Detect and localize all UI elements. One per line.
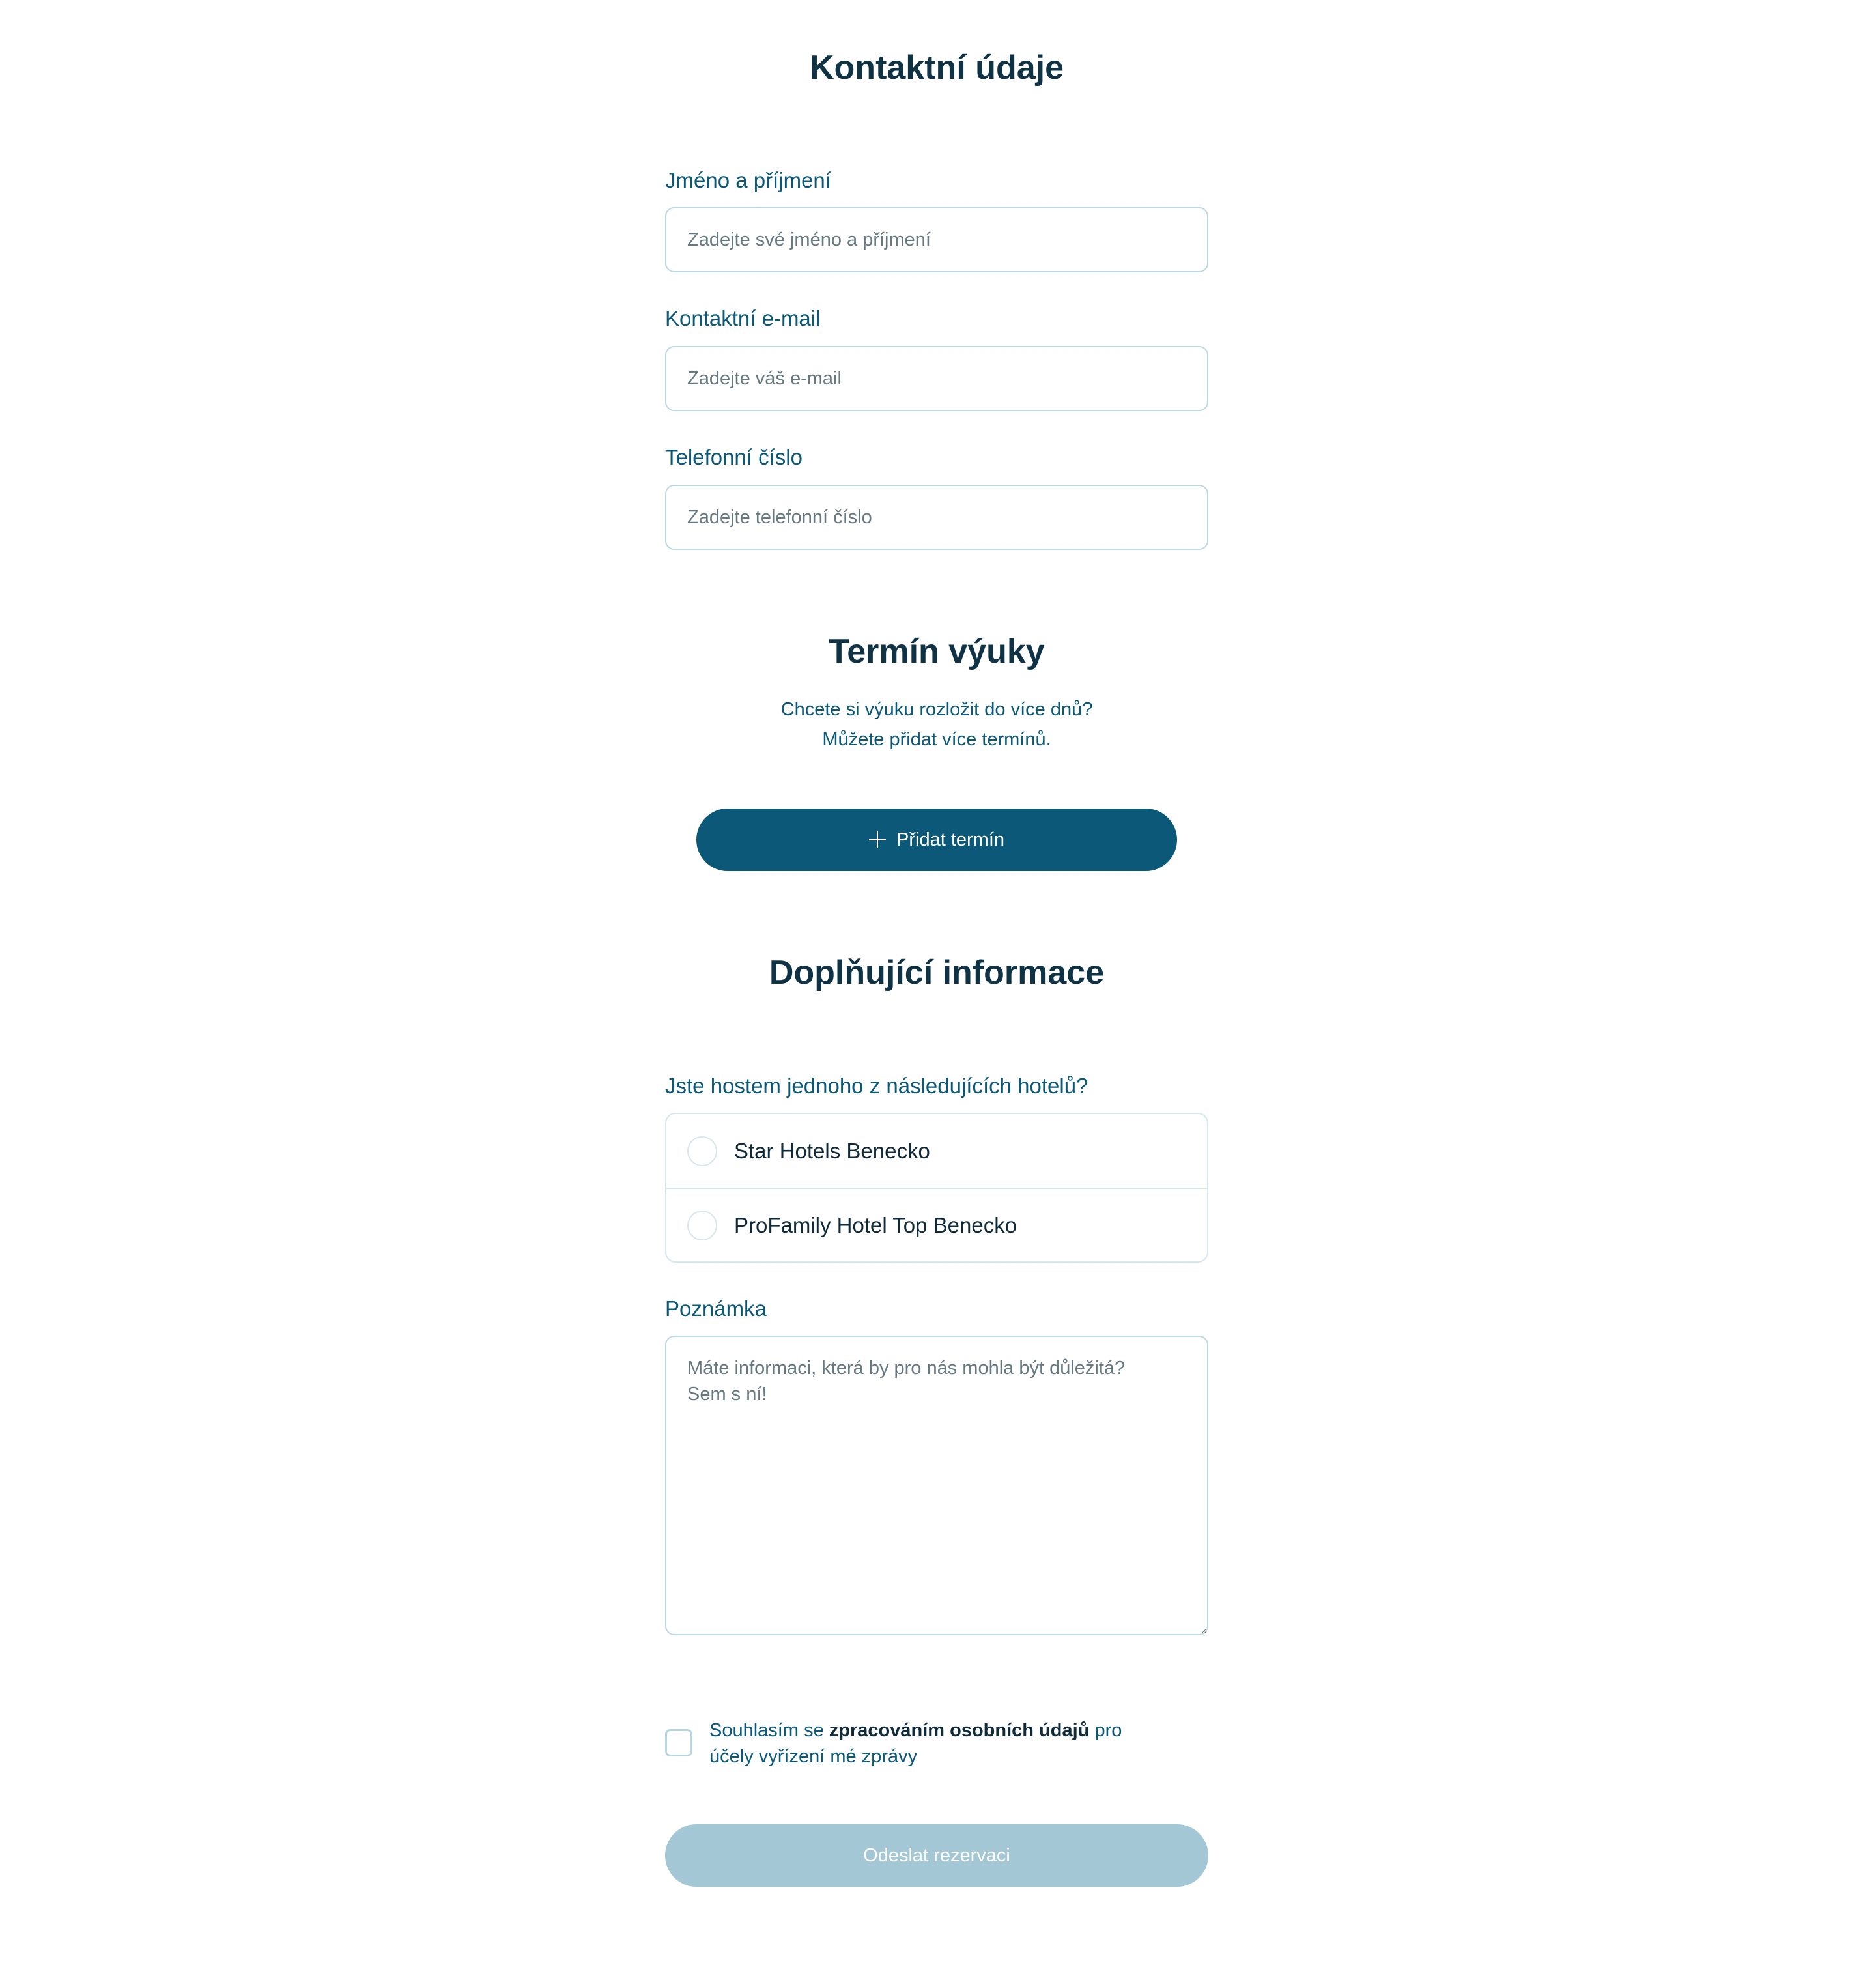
hotel-radio-group bbox=[665, 1113, 1208, 1263]
note-textarea[interactable] bbox=[665, 1336, 1208, 1635]
add-term-label: Přidat termín bbox=[896, 829, 1004, 850]
name-label: Jméno a příjmení bbox=[665, 168, 831, 192]
email-label: Kontaktní e-mail bbox=[665, 306, 821, 330]
submit-reservation-button[interactable]: Odeslat rezervaci bbox=[665, 1824, 1208, 1887]
hotel-option-label: ProFamily Hotel Top Benecko bbox=[734, 1212, 1017, 1237]
note-label: Poznámka bbox=[665, 1297, 767, 1321]
add-term-button[interactable] bbox=[696, 809, 1177, 871]
email-input[interactable] bbox=[665, 346, 1208, 411]
consent-checkbox[interactable] bbox=[665, 1729, 692, 1756]
phone-input[interactable] bbox=[665, 485, 1208, 550]
hotel-option-profamily[interactable] bbox=[666, 1188, 1207, 1261]
consent-suffix: pro účely vyřízení mé zprávy bbox=[709, 1720, 1122, 1767]
hotel-option-label: Star Hotels Benecko bbox=[734, 1138, 930, 1163]
contact-section-title: Kontaktní údaje bbox=[809, 49, 1064, 87]
consent-text bbox=[709, 1717, 1152, 1770]
additional-section-title: Doplňující informace bbox=[769, 954, 1105, 992]
consent-row bbox=[665, 1717, 1208, 1770]
schedule-section-title: Termín výuky bbox=[829, 633, 1045, 670]
radio-button[interactable] bbox=[687, 1211, 717, 1240]
schedule-subtitle-line2: Můžete přidat více termínů. bbox=[822, 729, 1051, 750]
name-input[interactable] bbox=[665, 207, 1208, 272]
schedule-subtitle bbox=[665, 695, 1208, 754]
phone-label: Telefonní číslo bbox=[665, 445, 803, 469]
hotel-question-label: Jste hostem jednoho z následujících hotelů? bbox=[665, 1074, 1088, 1098]
consent-prefix: Souhlasím se bbox=[709, 1720, 829, 1741]
plus-icon bbox=[869, 831, 886, 848]
radio-button[interactable] bbox=[687, 1136, 717, 1166]
privacy-link[interactable]: zpracováním osobních údajů bbox=[829, 1720, 1090, 1741]
schedule-subtitle-line1: Chcete si výuku rozložit do více dnů? bbox=[780, 699, 1093, 720]
hotel-option-star[interactable] bbox=[666, 1114, 1207, 1188]
